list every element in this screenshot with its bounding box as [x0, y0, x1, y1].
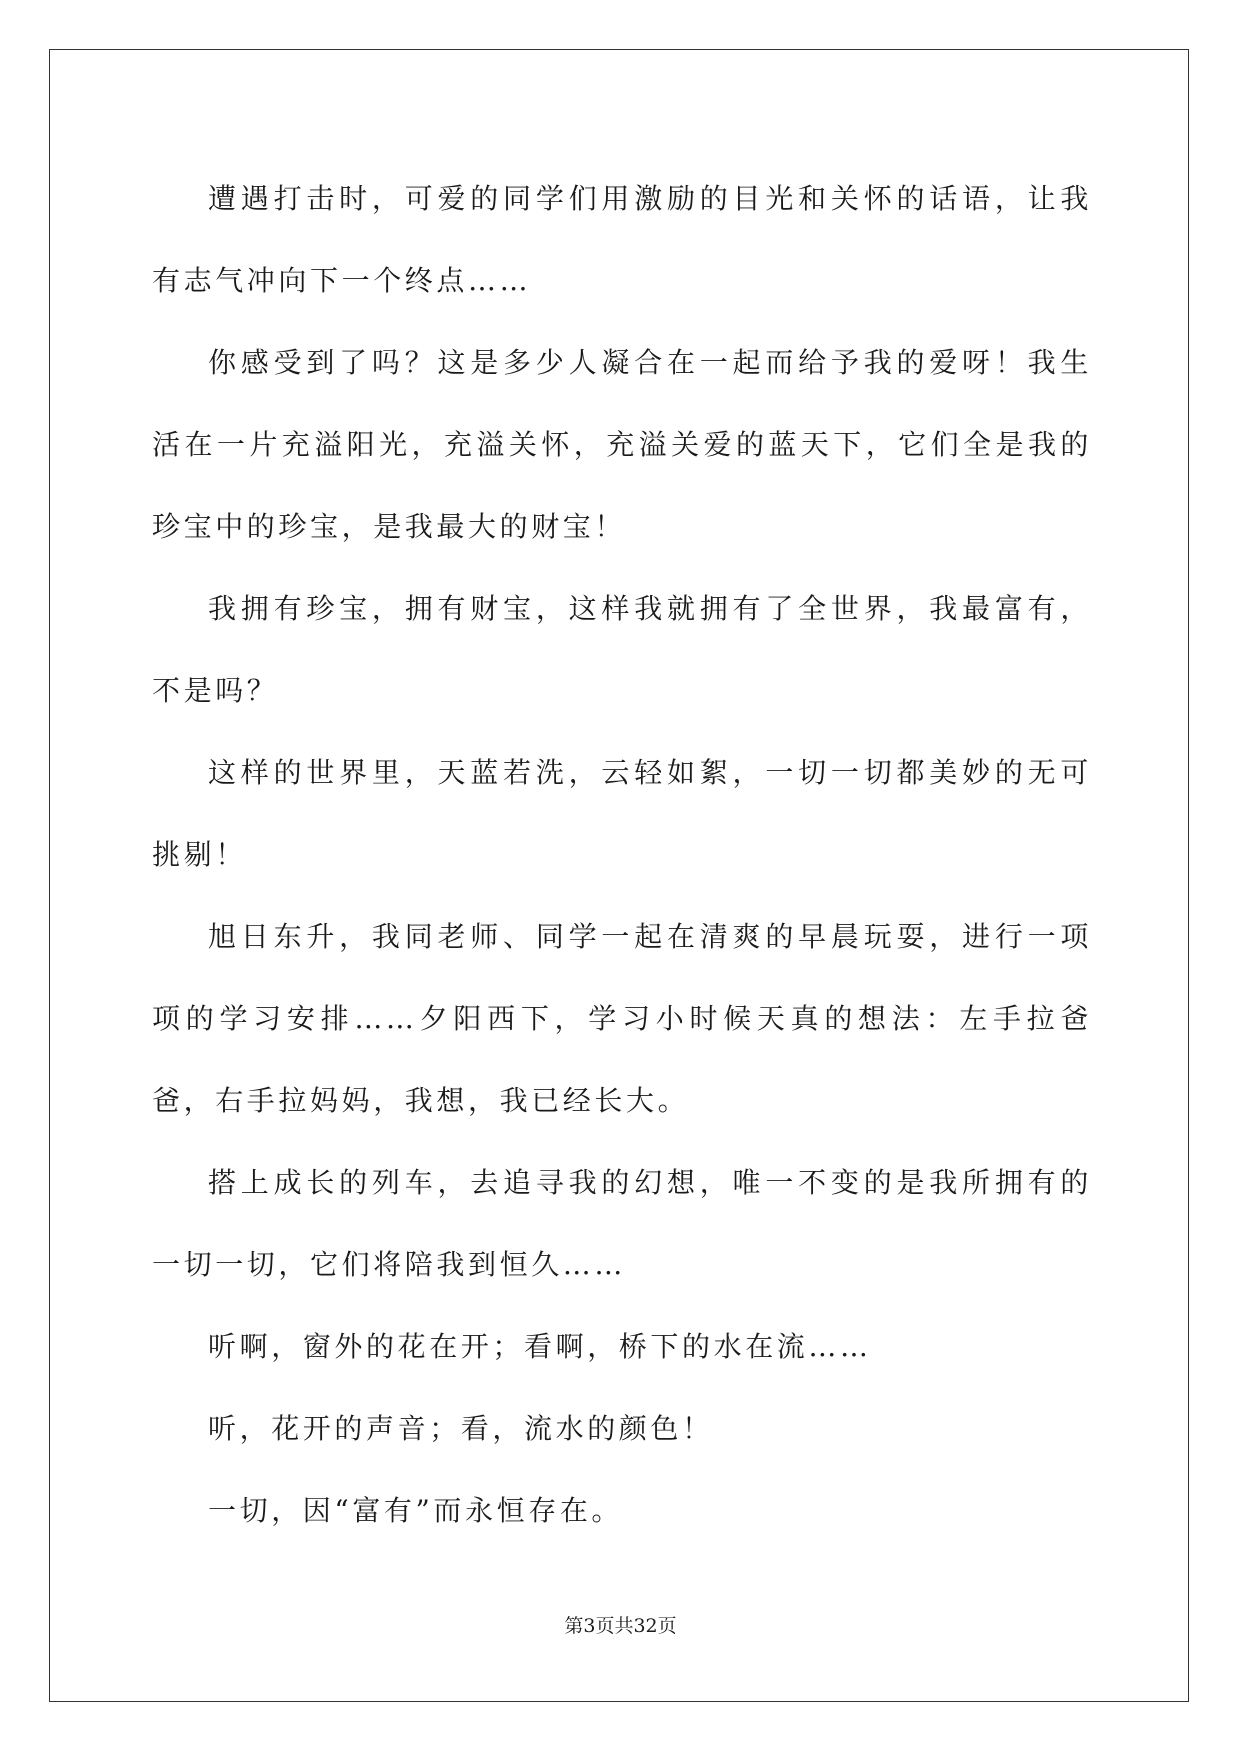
paragraph-3: 我拥有珍宝，拥有财宝，这样我就拥有了全世界，我最富有，不是吗？: [152, 592, 1092, 707]
paragraph-6: 搭上成长的列车，去追寻我的幻想，唯一不变的是我所拥有的一切一切，它们将陪我到恒久……: [152, 1166, 1092, 1281]
paragraph-4: 这样的世界里，天蓝若洗，云轻如絮，一切一切都美妙的无可挑剔！: [152, 756, 1092, 871]
paragraph-7: 听啊，窗外的花在开；看啊，桥下的水在流……: [208, 1330, 872, 1363]
document-body: [152, 158, 1092, 1552]
paragraph-8: 听，花开的声音；看，流水的颜色！: [208, 1412, 714, 1445]
paragraph-2: 你感受到了吗？这是多少人凝合在一起而给予我的爱呀！我生活在一片充溢阳光，充溢关怀，充溢关爱的蓝天下，它们全是我的珍宝中的珍宝，是我最大的财宝！: [152, 346, 1092, 543]
page-total: 共32页: [614, 1615, 677, 1637]
paragraph-1: 遭遇打击时，可爱的同学们用激励的目光和关怀的话语，让我有志气冲向下一个终点……: [152, 182, 1092, 297]
paragraph-5: 旭日东升，我同老师、同学一起在清爽的早晨玩耍，进行一项项的学习安排……夕阳西下，学习小时候天真的想法：左手拉爸爸，右手拉妈妈，我想，我已经长大。: [152, 920, 1092, 1117]
page-footer: [0, 1611, 1241, 1638]
page-number: 第3页: [564, 1615, 615, 1637]
paragraph-9: 一切，因“富有”而永恒存在。: [208, 1494, 624, 1527]
